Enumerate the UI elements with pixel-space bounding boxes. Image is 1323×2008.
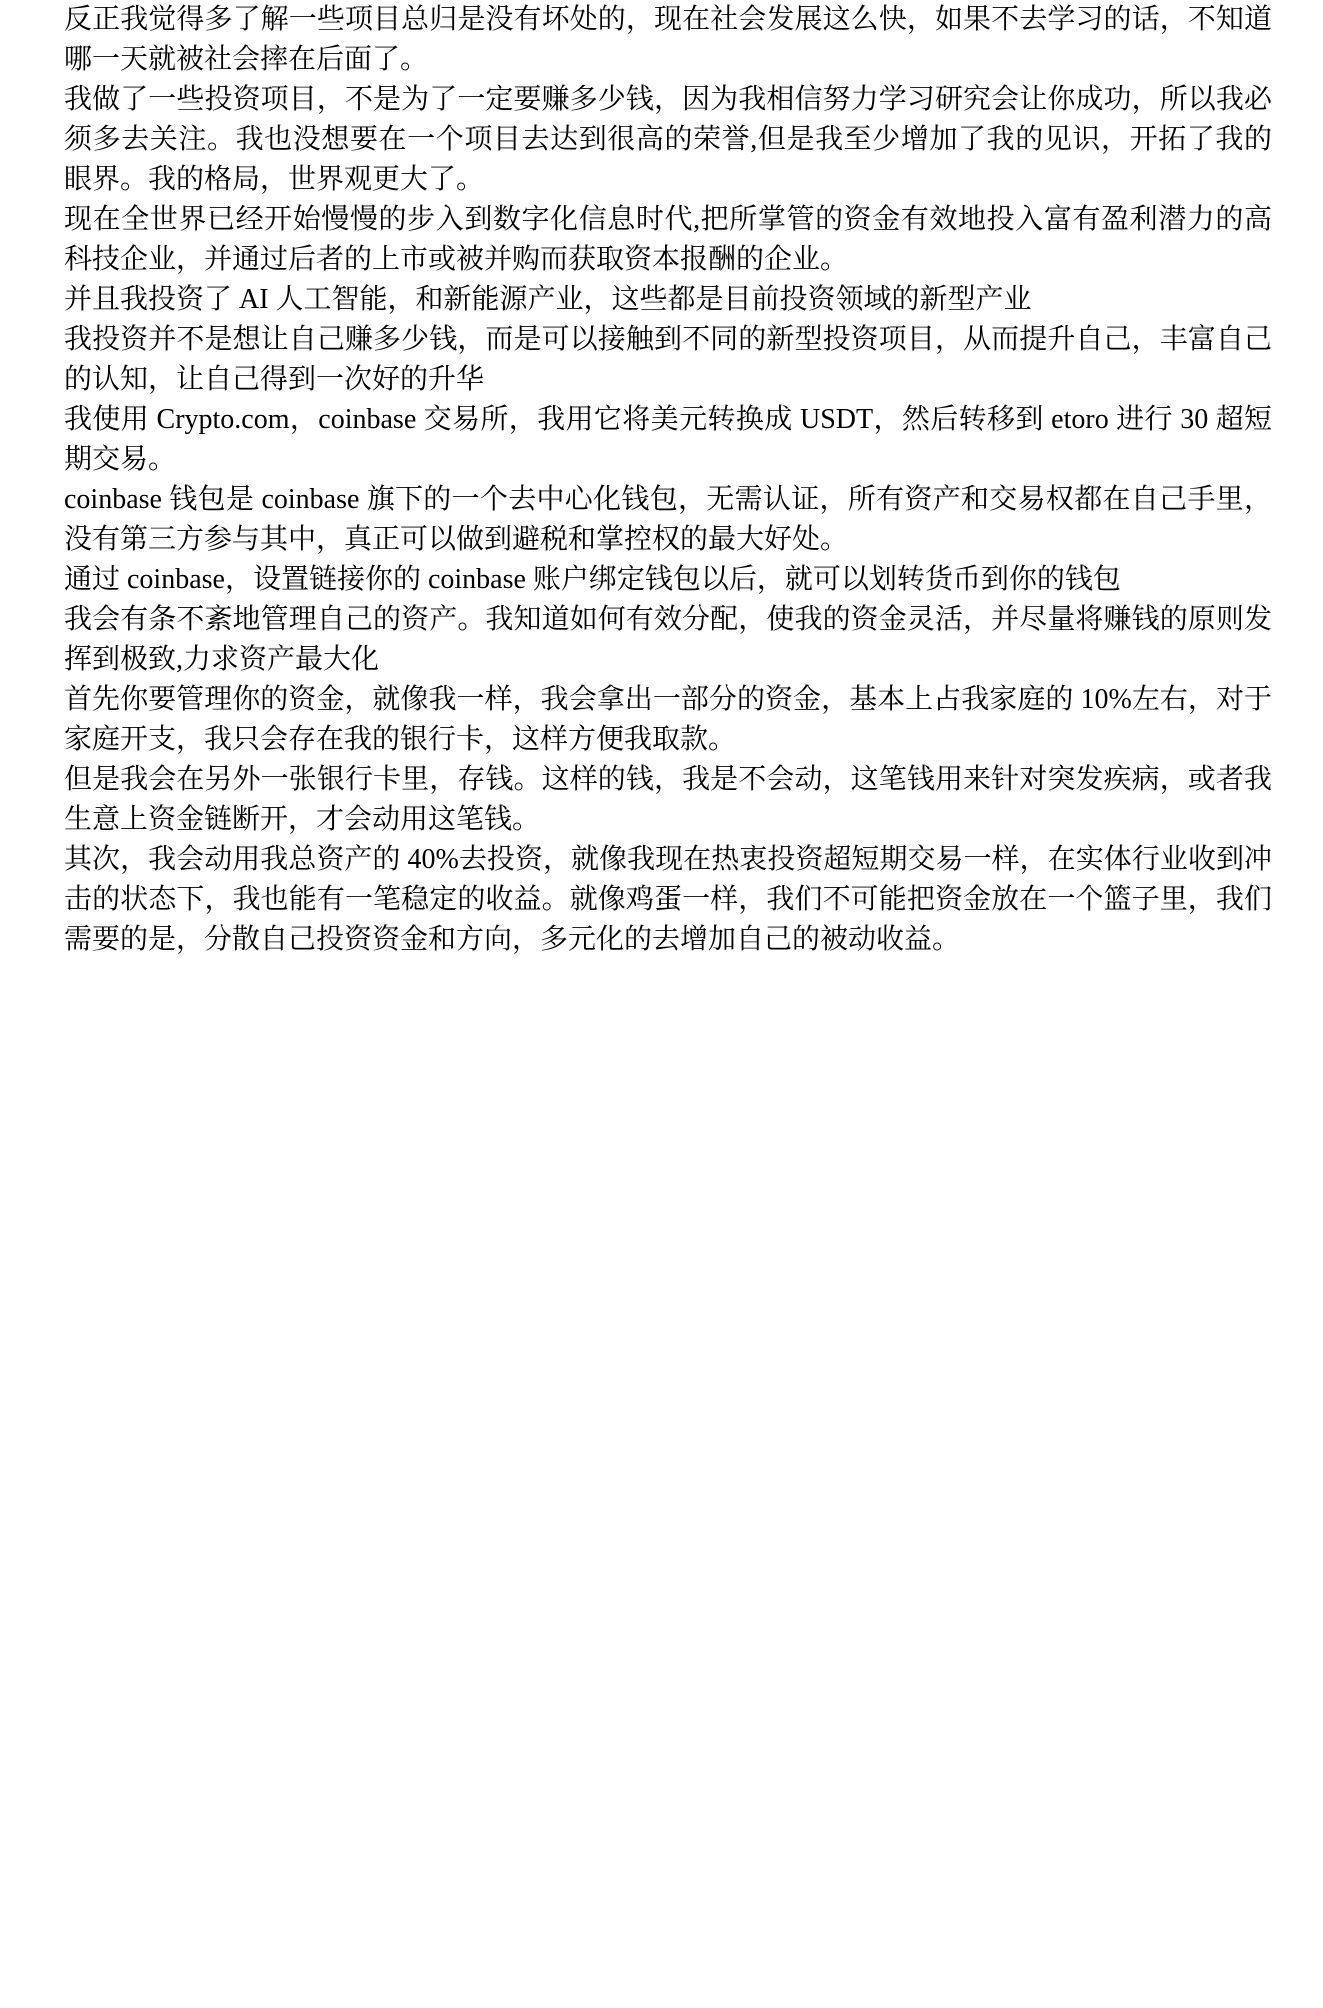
paragraph: 现在全世界已经开始慢慢的步入到数字化信息时代,把所掌管的资金有效地投入富有盈利潜力的高科技企业，并通过后者的上市或被并购而获取资本报酬的企业。 (64, 204, 1272, 275)
paragraph: 我会有条不紊地管理自己的资产。我知道如何有效分配，使我的资金灵活，并尽量将赚钱的原则发挥到极致,力求资产最大化 (64, 604, 1272, 675)
paragraph: 通过 coinbase，设置链接你的 coinbase 账户绑定钱包以后，就可以划转货币到你的钱包 (64, 564, 1121, 595)
document-body (64, 0, 1272, 960)
paragraph: 反正我觉得多了解一些项目总归是没有坏处的，现在社会发展这么快，如果不去学习的话，不知道哪一天就被社会摔在后面了。 (64, 4, 1272, 75)
paragraph: 首先你要管理你的资金，就像我一样，我会拿出一部分的资金，基本上占我家庭的 10%左右，对于家庭开支，我只会存在我的银行卡，这样方便我取款。 (64, 684, 1272, 755)
paragraph: 其次，我会动用我总资产的 40%去投资，就像我现在热衷投资超短期交易一样，在实体行业收到冲击的状态下，我也能有一笔稳定的收益。就像鸡蛋一样，我们不可能把资金放在一个篮子里，我们需要的是，分散自己投资资金和方向，多元化的去增加自己的被动收益。 (64, 844, 1272, 955)
paragraph: coinbase 钱包是 coinbase 旗下的一个去中心化钱包，无需认证，所有资产和交易权都在自己手里，没有第三方参与其中，真正可以做到避税和掌控权的最大好处。 (64, 484, 1272, 555)
paragraph: 我投资并不是想让自己赚多少钱，而是可以接触到不同的新型投资项目，从而提升自己，丰富自己的认知，让自己得到一次好的升华 (64, 324, 1272, 395)
paragraph: 但是我会在另外一张银行卡里，存钱。这样的钱，我是不会动，这笔钱用来针对突发疾病，或者我生意上资金链断开，才会动用这笔钱。 (64, 764, 1272, 835)
paragraph: 并且我投资了 AI 人工智能，和新能源产业，这些都是目前投资领域的新型产业 (64, 284, 1032, 315)
paragraph: 我做了一些投资项目，不是为了一定要赚多少钱，因为我相信努力学习研究会让你成功，所以我必须多去关注。我也没想要在一个项目去达到很高的荣誉,但是我至少增加了我的见识，开拓了我的眼界。我的格局，世界观更大了。 (64, 84, 1272, 195)
paragraph: 我使用 Crypto.com，coinbase 交易所，我用它将美元转换成 USDT，然后转移到 etoro 进行 30 超短期交易。 (64, 404, 1272, 475)
